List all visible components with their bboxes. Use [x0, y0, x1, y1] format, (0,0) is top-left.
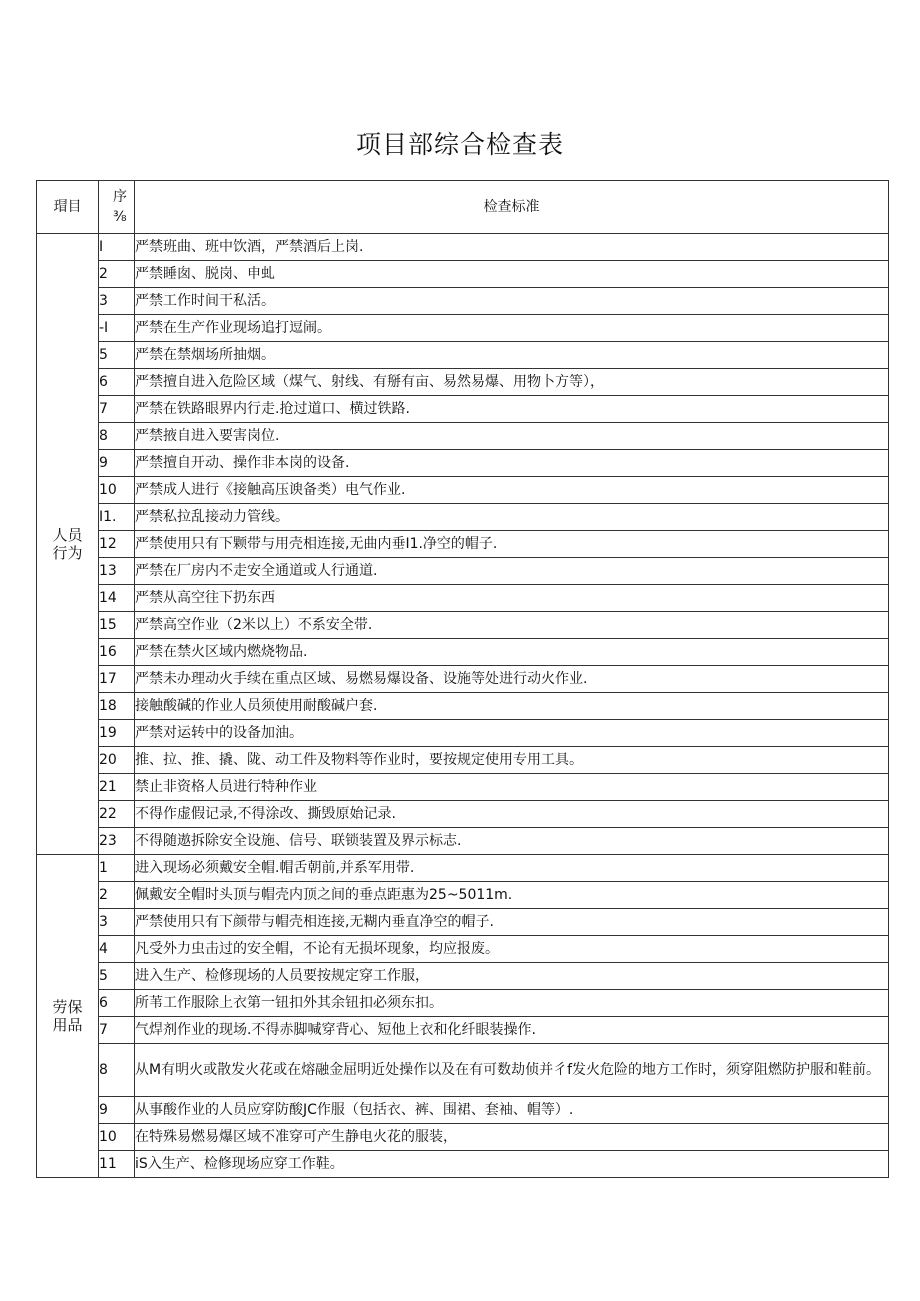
row-standard: 进入现场必须戴安全帽.帽舌朝前,并系军用带. — [135, 855, 889, 882]
table-row — [37, 720, 889, 747]
row-number: 20 — [99, 747, 135, 774]
row-number: 11 — [99, 1151, 135, 1178]
table-row — [37, 882, 889, 909]
row-standard: 凡受外力虫击过的安全帽，不论有无损坏现象，均应报废。 — [135, 936, 889, 963]
row-number: 3 — [99, 909, 135, 936]
row-standard: 严禁使用只有下颗带与用壳相连接,无曲内垂I1.净空的帽子. — [135, 531, 889, 558]
row-standard: 进入生产、检修现场的人员要按规定穿工作服， — [135, 963, 889, 990]
row-number: 12 — [99, 531, 135, 558]
row-standard: 佩戴安全帽时头顶与帽壳内顶之间的垂点距惠为25~5011m. — [135, 882, 889, 909]
row-standard: iS入生产、检修现场应穿工作鞋。 — [135, 1151, 889, 1178]
row-number: 18 — [99, 693, 135, 720]
table-row — [37, 828, 889, 855]
section-category — [37, 234, 99, 855]
row-number: 7 — [99, 1017, 135, 1044]
row-standard: 气焊剂作业的现场.不得赤脚喊穿背心、短他上衣和化纤眼装操作. — [135, 1017, 889, 1044]
row-standard: 严禁班曲、班中饮酒，严禁酒后上岗. — [135, 234, 889, 261]
row-standard: 严禁掖自进入要害岗位. — [135, 423, 889, 450]
row-number: 6 — [99, 990, 135, 1017]
table-row — [37, 990, 889, 1017]
table-row — [37, 936, 889, 963]
row-number: 8 — [99, 1044, 135, 1097]
row-number: 3 — [99, 288, 135, 315]
row-standard: 严禁睡囱、脱岗、申虬 — [135, 261, 889, 288]
row-number: 6 — [99, 369, 135, 396]
row-standard: 严禁擅自进入危险区域（煤气、射线、有掰有亩、易然易爆、用物卜方等）， — [135, 369, 889, 396]
row-number: 5 — [99, 963, 135, 990]
table-row — [37, 963, 889, 990]
table-row — [37, 423, 889, 450]
row-standard: 严禁擅自开动、操作非本岗的设备. — [135, 450, 889, 477]
row-standard: 严禁使用只有下颜带与帽壳相连接,无糊内垂直净空的帽子. — [135, 909, 889, 936]
row-number: I — [99, 234, 135, 261]
row-number: -I — [99, 315, 135, 342]
table-row — [37, 261, 889, 288]
inspection-table — [36, 180, 889, 1178]
table-row — [37, 666, 889, 693]
section-category-label: 人员行为 — [52, 526, 83, 562]
page-title: 项目部综合检查表 — [355, 130, 564, 159]
table-row — [37, 558, 889, 585]
table-row — [37, 477, 889, 504]
table-row — [37, 1017, 889, 1044]
row-standard: 严禁高空作业（2米以上）不系安全带. — [135, 612, 889, 639]
row-number: 4 — [99, 936, 135, 963]
row-standard: 所苇工作服除上衣第一钮扣外其余钮扣必须东扣。 — [135, 990, 889, 1017]
table-row — [37, 288, 889, 315]
row-standard: 严禁对运转中的设备加油。 — [135, 720, 889, 747]
row-number: 14 — [99, 585, 135, 612]
row-number: 16 — [99, 639, 135, 666]
row-standard: 在特殊易燃易爆区域不准穿可产生静电火花的服装， — [135, 1124, 889, 1151]
row-number: 8 — [99, 423, 135, 450]
row-standard: 从事酸作业的人员应穿防酸JC作服（包括衣、裤、围裙、套袖、帽等）. — [135, 1097, 889, 1124]
row-number: 9 — [99, 450, 135, 477]
row-number: 2 — [99, 882, 135, 909]
table-row — [37, 774, 889, 801]
table-row — [37, 450, 889, 477]
section-category — [37, 855, 99, 1178]
row-standard: 严禁在生产作业现场追打逗闹。 — [135, 315, 889, 342]
header-number-line1: 序 — [113, 189, 127, 205]
table-row — [37, 585, 889, 612]
row-standard: 禁止非资格人员进行特种作业 — [135, 774, 889, 801]
row-standard: 从M有明火或散发火花或在熔融金屈明近处操作以及在有可数劫侦并彳f发火危险的地方工作时，须穿阻燃防护服和鞋前。 — [135, 1044, 889, 1097]
table-row — [37, 1124, 889, 1151]
table-row — [37, 855, 889, 882]
table-row — [37, 1044, 889, 1097]
table-row — [37, 801, 889, 828]
table-row — [37, 1097, 889, 1124]
row-number: 15 — [99, 612, 135, 639]
row-standard: 严禁在禁火区域内燃烧物品. — [135, 639, 889, 666]
row-number: 21 — [99, 774, 135, 801]
row-standard: 严禁从高空往下扔东西 — [135, 585, 889, 612]
row-standard: 严禁成人进行《接触高压谀备类）电气作业. — [135, 477, 889, 504]
row-number: 17 — [99, 666, 135, 693]
table-row — [37, 342, 889, 369]
table-row — [37, 369, 889, 396]
table-row — [37, 693, 889, 720]
header-number-line2: ⅜ — [113, 209, 127, 225]
table-row — [37, 531, 889, 558]
row-number: 22 — [99, 801, 135, 828]
row-standard: 严禁工作时间干私活。 — [135, 288, 889, 315]
table-row — [37, 639, 889, 666]
table-row — [37, 234, 889, 261]
header-number — [99, 181, 135, 234]
row-standard: 严禁未办理动火手续在重点区域、易燃易爆设备、设施等处进行动火作业. — [135, 666, 889, 693]
table-row — [37, 504, 889, 531]
row-number: 13 — [99, 558, 135, 585]
row-number: 5 — [99, 342, 135, 369]
table-row — [37, 747, 889, 774]
row-number: 23 — [99, 828, 135, 855]
row-standard: 不得作虚假记录,不得涂改、撕毁原始记录. — [135, 801, 889, 828]
row-standard: 严禁在禁烟场所抽烟。 — [135, 342, 889, 369]
row-standard: 严禁私拉乱接动力管线。 — [135, 504, 889, 531]
table-row — [37, 1151, 889, 1178]
row-number: 10 — [99, 477, 135, 504]
row-number: 19 — [99, 720, 135, 747]
row-standard: 严禁在铁路眼界内行走.抢过道口、横过铁路. — [135, 396, 889, 423]
row-standard: 推、拉、推、撬、陇、动工件及物料等作业时，要按规定使用专用工具。 — [135, 747, 889, 774]
header-category: 瑁目 — [37, 181, 99, 234]
table-row — [37, 396, 889, 423]
header-standard: 检查标准 — [135, 181, 889, 234]
table-row — [37, 612, 889, 639]
row-number: 2 — [99, 261, 135, 288]
table-row — [37, 909, 889, 936]
row-number: 1 — [99, 855, 135, 882]
table-header-row — [37, 181, 889, 234]
row-standard: 接触酸碱的作业人员须使用耐酸碱户套. — [135, 693, 889, 720]
row-number: 10 — [99, 1124, 135, 1151]
row-number: 7 — [99, 396, 135, 423]
table-row — [37, 315, 889, 342]
row-number: 9 — [99, 1097, 135, 1124]
row-standard: 不得随遨拆除安全设施、信号、联锁装置及界示标志. — [135, 828, 889, 855]
row-number: I1. — [99, 504, 135, 531]
row-standard: 严禁在厂房内不走安全通道或人行通道. — [135, 558, 889, 585]
section-category-label: 劳保用品 — [52, 998, 83, 1034]
